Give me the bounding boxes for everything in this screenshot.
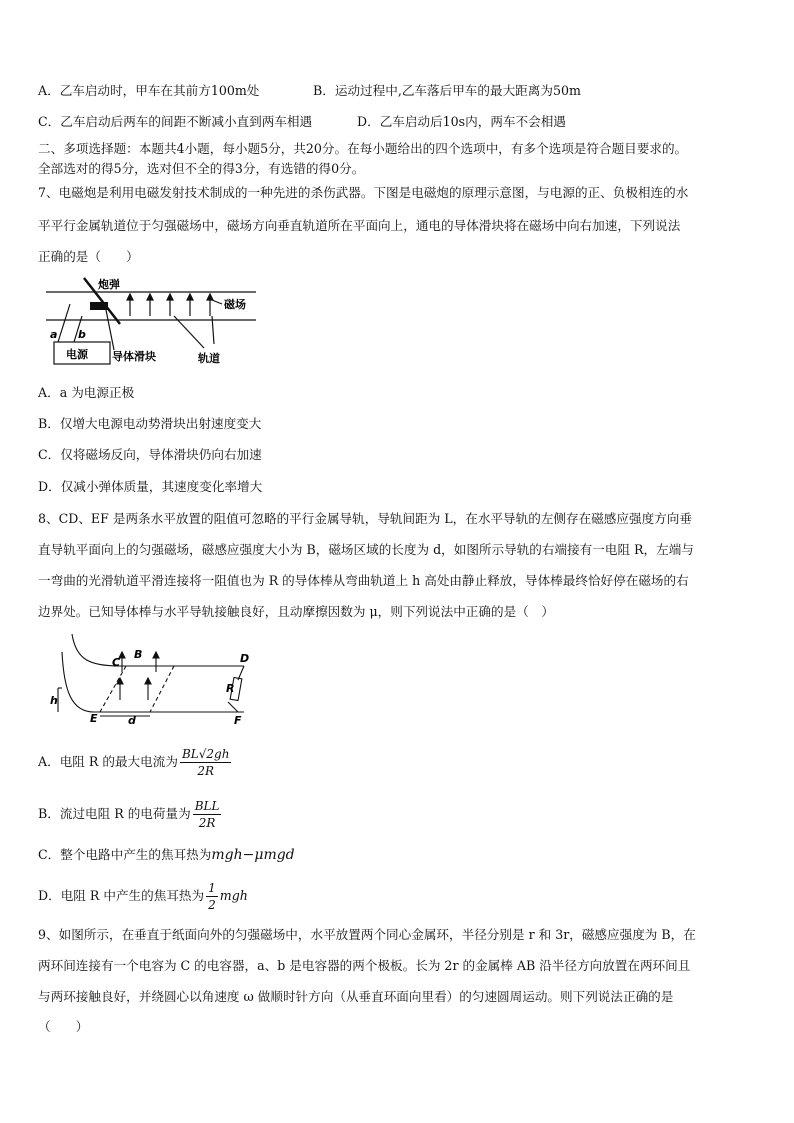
q8-option-d-suffix: mgh bbox=[219, 888, 248, 903]
q8-option-d-numerator: 1 bbox=[208, 881, 216, 895]
q6-option-d: D．乙车启动后10s内，两车不会相遇 bbox=[357, 114, 566, 129]
q8-option-b-numerator: BLL bbox=[194, 799, 220, 813]
q9-stem-line4: （ ） bbox=[38, 1019, 89, 1034]
q8-label-c: C bbox=[112, 656, 121, 669]
q7-stem-line3: 正确的是（ ） bbox=[38, 249, 139, 264]
q8-label-d-length: d bbox=[128, 714, 136, 724]
q7-option-d: D．仅减小弹体质量，其速度变化率增大 bbox=[38, 479, 263, 494]
q7-label-source: 电源 bbox=[66, 348, 88, 361]
q8-label-d: D bbox=[240, 652, 250, 665]
q9-stem-line1: 9、如图所示，在垂直于纸面向外的匀强磁场中，水平放置两个同心金属环，半径分别是 r 和 3r，磁感应强度为 B，在 bbox=[38, 927, 696, 942]
q9-stem-line2: 两环间连接有一个电容为 C 的电容器，a、b 是电容器的两个极板。长为 2r 的金属棒 AB 沿半径方向放置在两环间且 bbox=[38, 958, 691, 973]
q6-option-a: A．乙车启动时，甲车在其前方100m处 bbox=[38, 83, 260, 98]
q8-option-b-prefix: B．流过电阻 R 的电荷量为 bbox=[38, 806, 191, 821]
q8-option-d-denominator: 2 bbox=[208, 898, 216, 912]
q8-stem-line2: 直导轨平面向上的匀强磁场，磁感应强度大小为 B，磁场区域的长度为 d，如图所示导轨的右端接有一电阻 R，左端与 bbox=[38, 542, 694, 557]
q8-stem-line4: 边界处。已知导体棒与水平导轨接触良好，且动摩擦因数为 μ，则下列说法中正确的是（ ） bbox=[38, 604, 554, 619]
q8-option-a-fraction bbox=[180, 746, 231, 779]
q7-stem-line1: 7、电磁炮是利用电磁发射技术制成的一种先进的杀伤武器。下图是电磁炮的原理示意图，与电源的正、负极相连的水 bbox=[38, 185, 689, 200]
q7-label-field: 磁场 bbox=[224, 298, 246, 311]
q6-option-c: C．乙车启动后两车的间距不断减小直到两车相遇 bbox=[38, 114, 313, 129]
q8-option-d-prefix: D．电阻 R 中产生的焦耳热为 bbox=[38, 888, 205, 903]
q8-stem-line1: 8、CD、EF 是两条水平放置的阻值可忽略的平行金属导轨，导轨间距为 L，在水平导轨的左侧存在磁感应强度方向垂 bbox=[38, 511, 692, 526]
q8-option-d bbox=[38, 880, 248, 913]
q8-option-c bbox=[38, 846, 295, 864]
q7-railgun-figure bbox=[44, 276, 266, 372]
q8-label-h: h bbox=[50, 694, 58, 707]
q8-option-d-fraction bbox=[206, 880, 218, 913]
q7-stem-line2: 平平行金属轨道位于匀强磁场中，磁场方向垂直轨道所在平面向上，通电的导体滑块将在磁场中向右加速，下列说法 bbox=[38, 218, 681, 233]
q7-option-a: A．a 为电源正极 bbox=[38, 385, 135, 400]
q8-option-a-numerator: BL√2gh bbox=[181, 747, 230, 761]
q8-option-b-fraction bbox=[193, 798, 222, 831]
q7-option-c: C．仅将磁场反向，导体滑块仍向右加速 bbox=[38, 447, 262, 462]
q8-label-b: B bbox=[134, 648, 143, 661]
q8-label-e: E bbox=[90, 712, 98, 724]
q7-label-rail: 轨道 bbox=[198, 352, 220, 365]
q7-label-b: b bbox=[78, 328, 86, 341]
section2-line2: 全部选对的得5分，选对但不全的得3分，有选错的得0分。 bbox=[38, 161, 365, 176]
q8-label-f: F bbox=[234, 714, 242, 724]
q8-option-a-prefix: A．电阻 R 的最大电流为 bbox=[38, 754, 178, 769]
q8-option-a bbox=[38, 746, 233, 779]
q7-label-a: a bbox=[50, 328, 58, 341]
q8-option-c-expression: mgh−μmgd bbox=[211, 847, 295, 863]
section2-line1: 二、多项选择题：本题共4小题，每小题5分，共20分。在每小题给出的四个选项中，有多个选项是符合题目要求的。 bbox=[38, 141, 688, 156]
q8-option-b-denominator: 2R bbox=[198, 816, 216, 830]
q7-label-shell: 炮弹 bbox=[98, 278, 120, 291]
q8-stem-line3: 一弯曲的光滑轨道平滑连接将一阻值也为 R 的导体棒从弯曲轨道上 h 高处由静止释放，导体棒最终恰好停在磁场的右 bbox=[38, 573, 689, 588]
q7-shell-block bbox=[90, 302, 108, 310]
q6-option-b: B．运动过程中,乙车落后甲车的最大距离为50m bbox=[313, 83, 581, 98]
q8-option-c-prefix: C．整个电路中产生的焦耳热为 bbox=[38, 847, 212, 862]
q8-rail-figure bbox=[50, 632, 258, 724]
q7-label-slider: 导体滑块 bbox=[112, 350, 156, 363]
q9-stem-line3: 与两环接触良好，并绕圆心以角速度 ω 做顺时针方向（从垂直环面向里看）的匀速圆周运动。则下列说法正确的是 bbox=[38, 989, 674, 1004]
q8-option-b bbox=[38, 798, 223, 831]
q7-option-b: B．仅增大电源电动势滑块出射速度变大 bbox=[38, 416, 262, 431]
q8-option-a-denominator: 2R bbox=[197, 764, 215, 778]
q8-label-r: R bbox=[226, 682, 235, 695]
